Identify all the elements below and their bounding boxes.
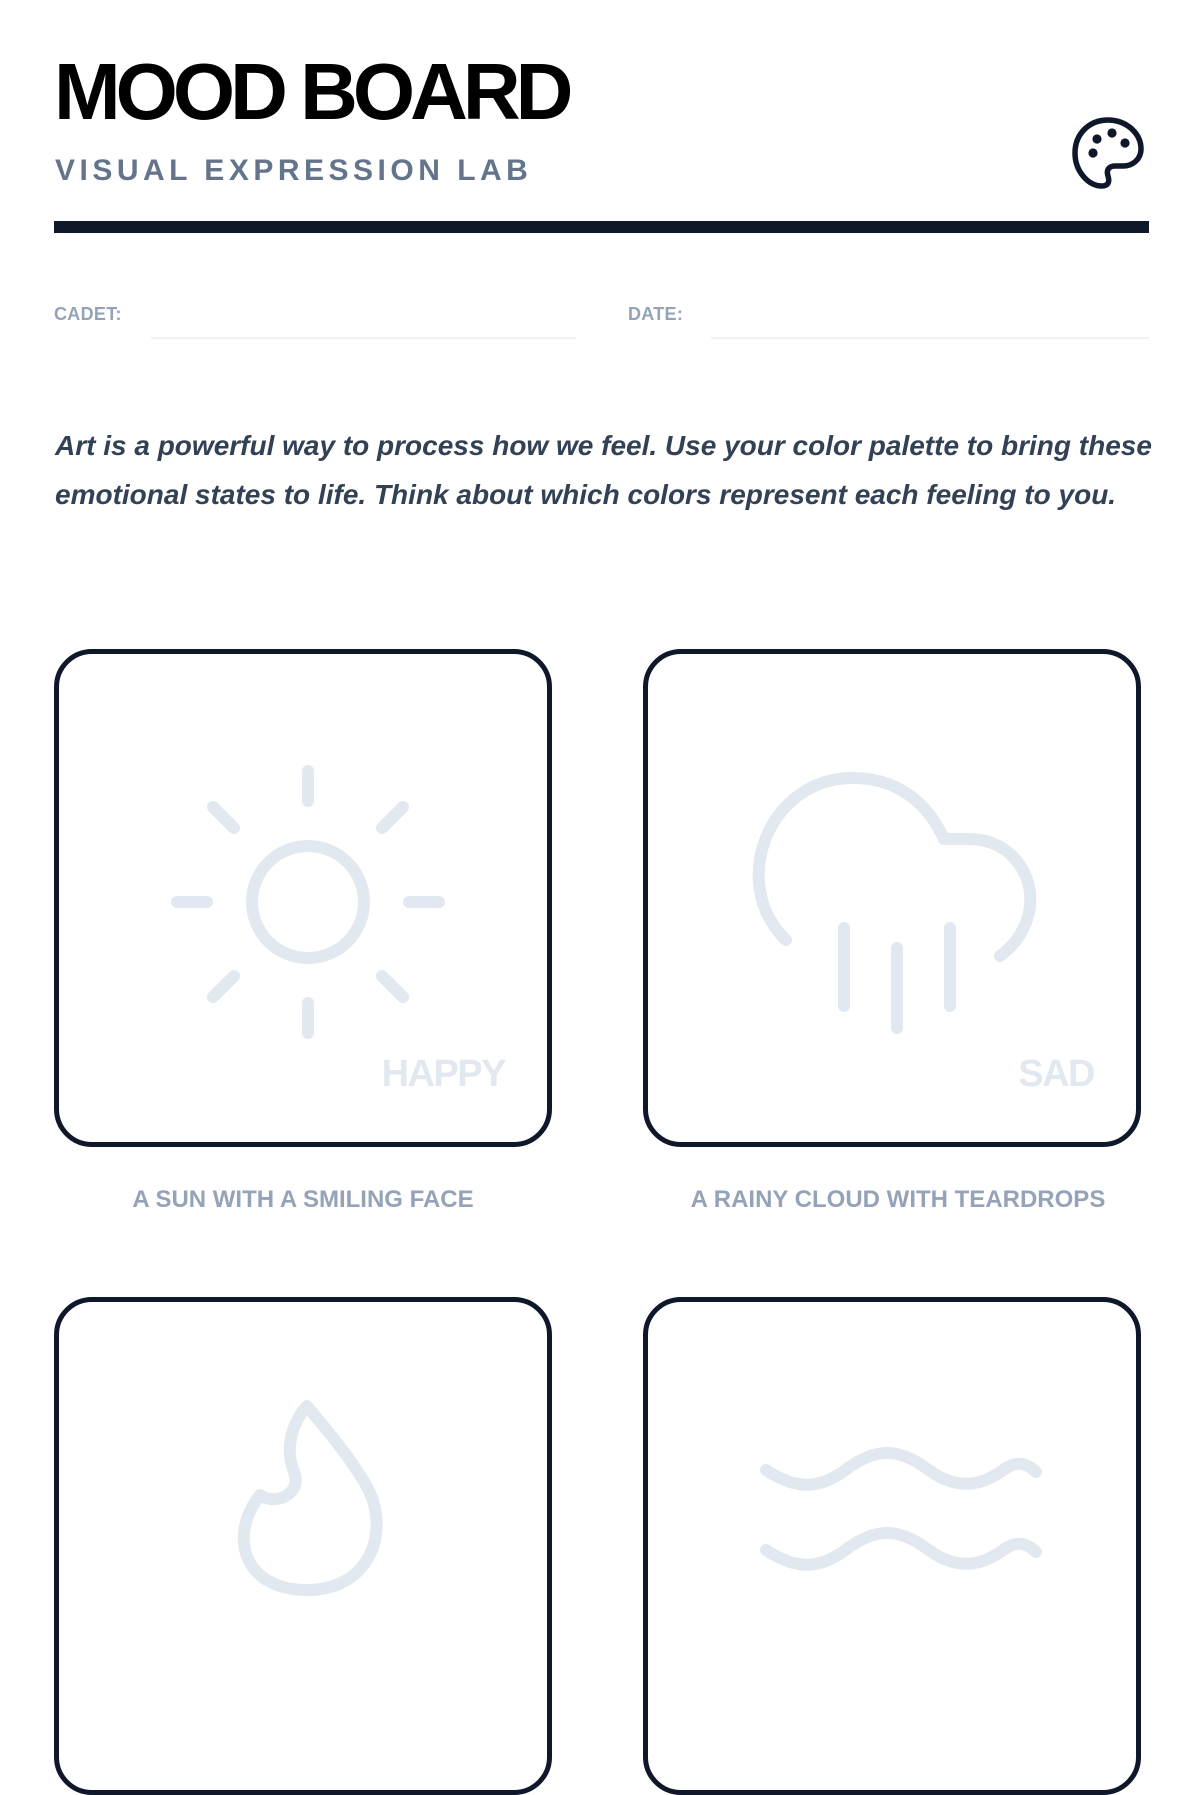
cadet-label: CADET: — [54, 304, 122, 324]
mood-card-happy[interactable] — [54, 649, 552, 1147]
date-label: DATE: — [628, 304, 684, 324]
flame-icon — [59, 1302, 547, 1790]
palette-icon — [1070, 115, 1146, 191]
mood-card-flame[interactable] — [54, 1297, 552, 1795]
card-caption: A SUN WITH A SMILING FACE — [132, 1186, 474, 1213]
mood-label: HAPPY — [381, 1053, 505, 1095]
cadet-field[interactable] — [151, 337, 576, 339]
intro-text: Art is a powerful way to process how we feel. Use your color palette to bring these emotional states to life. Think about which colors represent each feeling to you. — [55, 430, 1152, 510]
page-title: MOOD BOARD — [54, 47, 569, 136]
date-field[interactable] — [711, 337, 1149, 339]
header-rule — [54, 221, 1149, 233]
card-caption: A RAINY CLOUD WITH TEARDROPS — [690, 1186, 1106, 1213]
mood-card-waves[interactable] — [643, 1297, 1141, 1795]
waves-icon — [648, 1302, 1136, 1790]
mood-label: SAD — [1018, 1053, 1094, 1095]
page-subtitle: VISUAL EXPRESSION LAB — [55, 154, 533, 187]
mood-card-sad[interactable] — [643, 649, 1141, 1147]
